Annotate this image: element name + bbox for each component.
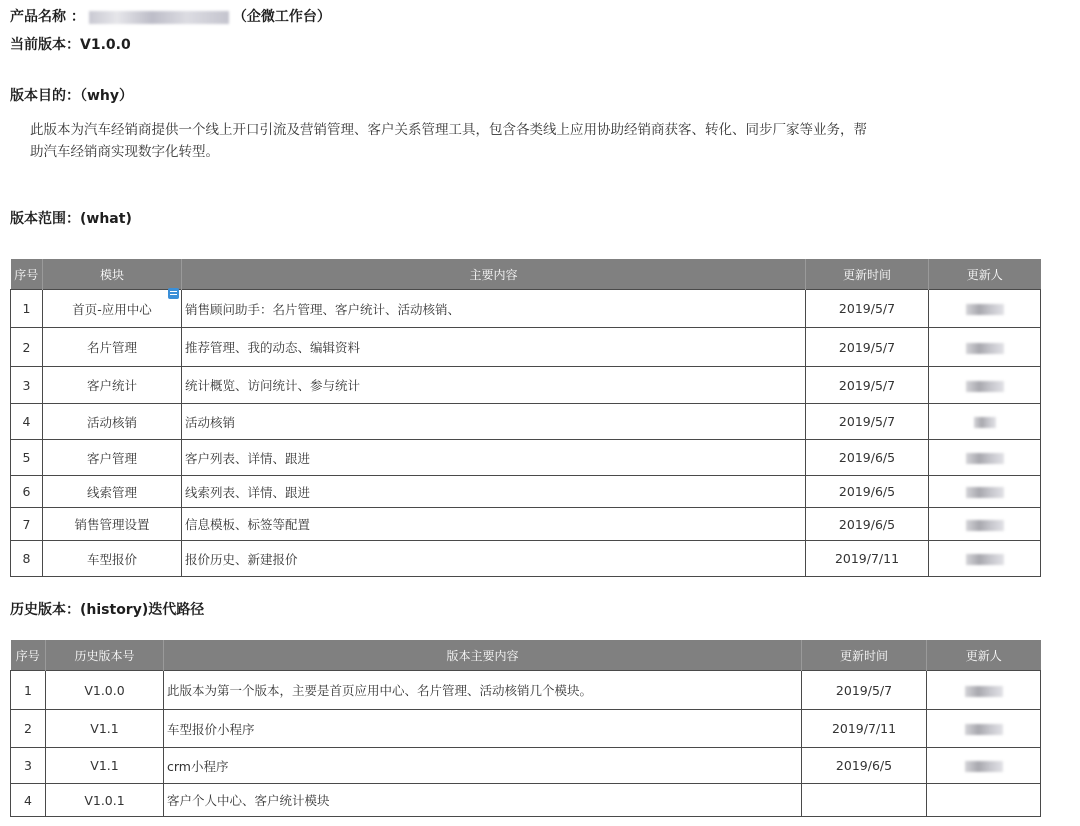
row-content: 客户列表、详情、跟进 <box>182 440 806 476</box>
row-module: 首页-应用中心 <box>43 290 182 328</box>
row-module: 名片管理 <box>43 328 182 367</box>
history-col-no: 序号 <box>11 640 46 671</box>
redacted-product-name <box>89 11 229 24</box>
row-module: 客户统计 <box>43 367 182 404</box>
row-no: 1 <box>11 671 46 710</box>
redacted-updater <box>966 554 1004 565</box>
scope-heading: 版本范围：(what) <box>10 211 132 227</box>
redacted-updater <box>966 487 1004 498</box>
row-date: 2019/6/5 <box>806 440 929 476</box>
row-updater <box>929 440 1041 476</box>
redacted-updater <box>966 453 1004 464</box>
table-row <box>11 671 1041 710</box>
row-module: 客户管理 <box>43 440 182 476</box>
row-updater <box>929 328 1041 367</box>
redacted-updater <box>966 381 1004 392</box>
row-date: 2019/5/7 <box>802 671 927 710</box>
row-content: 信息模板、标签等配置 <box>182 508 806 541</box>
row-content: 销售顾问助手：名片管理、客户统计、活动核销、 <box>182 290 806 328</box>
table-row <box>11 404 1041 440</box>
row-module: 活动核销 <box>43 404 182 440</box>
history-col-content: 版本主要内容 <box>164 640 802 671</box>
product-name-line <box>10 6 331 26</box>
row-no: 1 <box>11 290 43 328</box>
redacted-updater <box>966 304 1004 315</box>
scope-col-date: 更新时间 <box>806 259 929 290</box>
scope-table-header <box>11 259 1041 290</box>
redacted-updater <box>966 343 1004 354</box>
scope-col-updater: 更新人 <box>929 259 1041 290</box>
history-heading: 历史版本：(history)迭代路径 <box>10 602 205 618</box>
row-content: 活动核销 <box>182 404 806 440</box>
row-date: 2019/7/11 <box>806 541 929 577</box>
row-no: 4 <box>11 404 43 440</box>
row-no: 7 <box>11 508 43 541</box>
row-content: 客户个人中心、客户统计模块 <box>164 784 802 817</box>
row-date <box>802 784 927 817</box>
row-content: 此版本为第一个版本，主要是首页应用中心、名片管理、活动核销几个模块。 <box>164 671 802 710</box>
row-updater <box>929 476 1041 508</box>
row-updater <box>929 367 1041 404</box>
table-row <box>11 748 1041 784</box>
history-col-updater: 更新人 <box>927 640 1041 671</box>
row-date: 2019/7/11 <box>802 710 927 748</box>
row-content: 车型报价小程序 <box>164 710 802 748</box>
row-content: 报价历史、新建报价 <box>182 541 806 577</box>
row-module: 线索管理 <box>43 476 182 508</box>
row-no: 3 <box>11 367 43 404</box>
row-version: V1.0.0 <box>46 671 164 710</box>
redacted-updater <box>965 724 1003 735</box>
row-version: V1.1 <box>46 710 164 748</box>
row-updater <box>929 508 1041 541</box>
row-updater <box>927 748 1041 784</box>
row-content: crm小程序 <box>164 748 802 784</box>
table-row <box>11 476 1041 508</box>
row-date: 2019/5/7 <box>806 367 929 404</box>
row-date: 2019/6/5 <box>802 748 927 784</box>
table-row <box>11 784 1041 817</box>
row-content: 线索列表、详情、跟进 <box>182 476 806 508</box>
redacted-updater <box>965 761 1003 772</box>
scope-col-no: 序号 <box>11 259 43 290</box>
row-date: 2019/5/7 <box>806 328 929 367</box>
row-no: 6 <box>11 476 43 508</box>
row-date: 2019/5/7 <box>806 404 929 440</box>
table-row <box>11 290 1041 328</box>
row-module: 车型报价 <box>43 541 182 577</box>
scope-col-module: 模块 <box>43 259 182 290</box>
row-no: 8 <box>11 541 43 577</box>
redacted-updater <box>974 417 996 428</box>
table-row <box>11 541 1041 577</box>
row-no: 4 <box>11 784 46 817</box>
product-name-suffix: （企微工作台） <box>232 9 331 25</box>
row-updater <box>929 541 1041 577</box>
row-no: 2 <box>11 710 46 748</box>
row-no: 2 <box>11 328 43 367</box>
row-updater <box>929 290 1041 328</box>
purpose-text-line1: 此版本为汽车经销商提供一个线上开口引流及营销管理、客户关系管理工具，包含各类线上应用协助经销商获客、转化、同步厂家等业务，帮 <box>30 122 867 138</box>
table-row <box>11 367 1041 404</box>
history-col-date: 更新时间 <box>802 640 927 671</box>
table-row <box>11 710 1041 748</box>
scope-table <box>10 259 1041 577</box>
current-version: 当前版本：V1.0.0 <box>10 37 131 53</box>
redacted-updater <box>965 686 1003 697</box>
row-version: V1.0.1 <box>46 784 164 817</box>
purpose-heading: 版本目的：（why） <box>10 88 134 104</box>
row-no: 3 <box>11 748 46 784</box>
row-updater <box>929 404 1041 440</box>
row-content: 推荐管理、我的动态、编辑资料 <box>182 328 806 367</box>
row-module: 销售管理设置 <box>43 508 182 541</box>
comment-note-icon[interactable] <box>168 288 179 299</box>
row-content: 统计概览、访问统计、参与统计 <box>182 367 806 404</box>
history-table-header <box>11 640 1041 671</box>
table-row <box>11 440 1041 476</box>
row-date: 2019/6/5 <box>806 476 929 508</box>
purpose-text <box>30 119 980 163</box>
row-date: 2019/5/7 <box>806 290 929 328</box>
row-updater <box>927 784 1041 817</box>
row-version: V1.1 <box>46 748 164 784</box>
row-date: 2019/6/5 <box>806 508 929 541</box>
row-no: 5 <box>11 440 43 476</box>
history-col-version: 历史版本号 <box>46 640 164 671</box>
product-name-label: 产品名称 ： <box>10 9 85 25</box>
redacted-updater <box>966 520 1004 531</box>
row-updater <box>927 671 1041 710</box>
purpose-text-line2: 助汽车经销商实现数字化转型。 <box>30 144 219 160</box>
scope-col-content: 主要内容 <box>182 259 806 290</box>
history-table <box>10 640 1041 817</box>
table-row <box>11 328 1041 367</box>
row-updater <box>927 710 1041 748</box>
table-row <box>11 508 1041 541</box>
